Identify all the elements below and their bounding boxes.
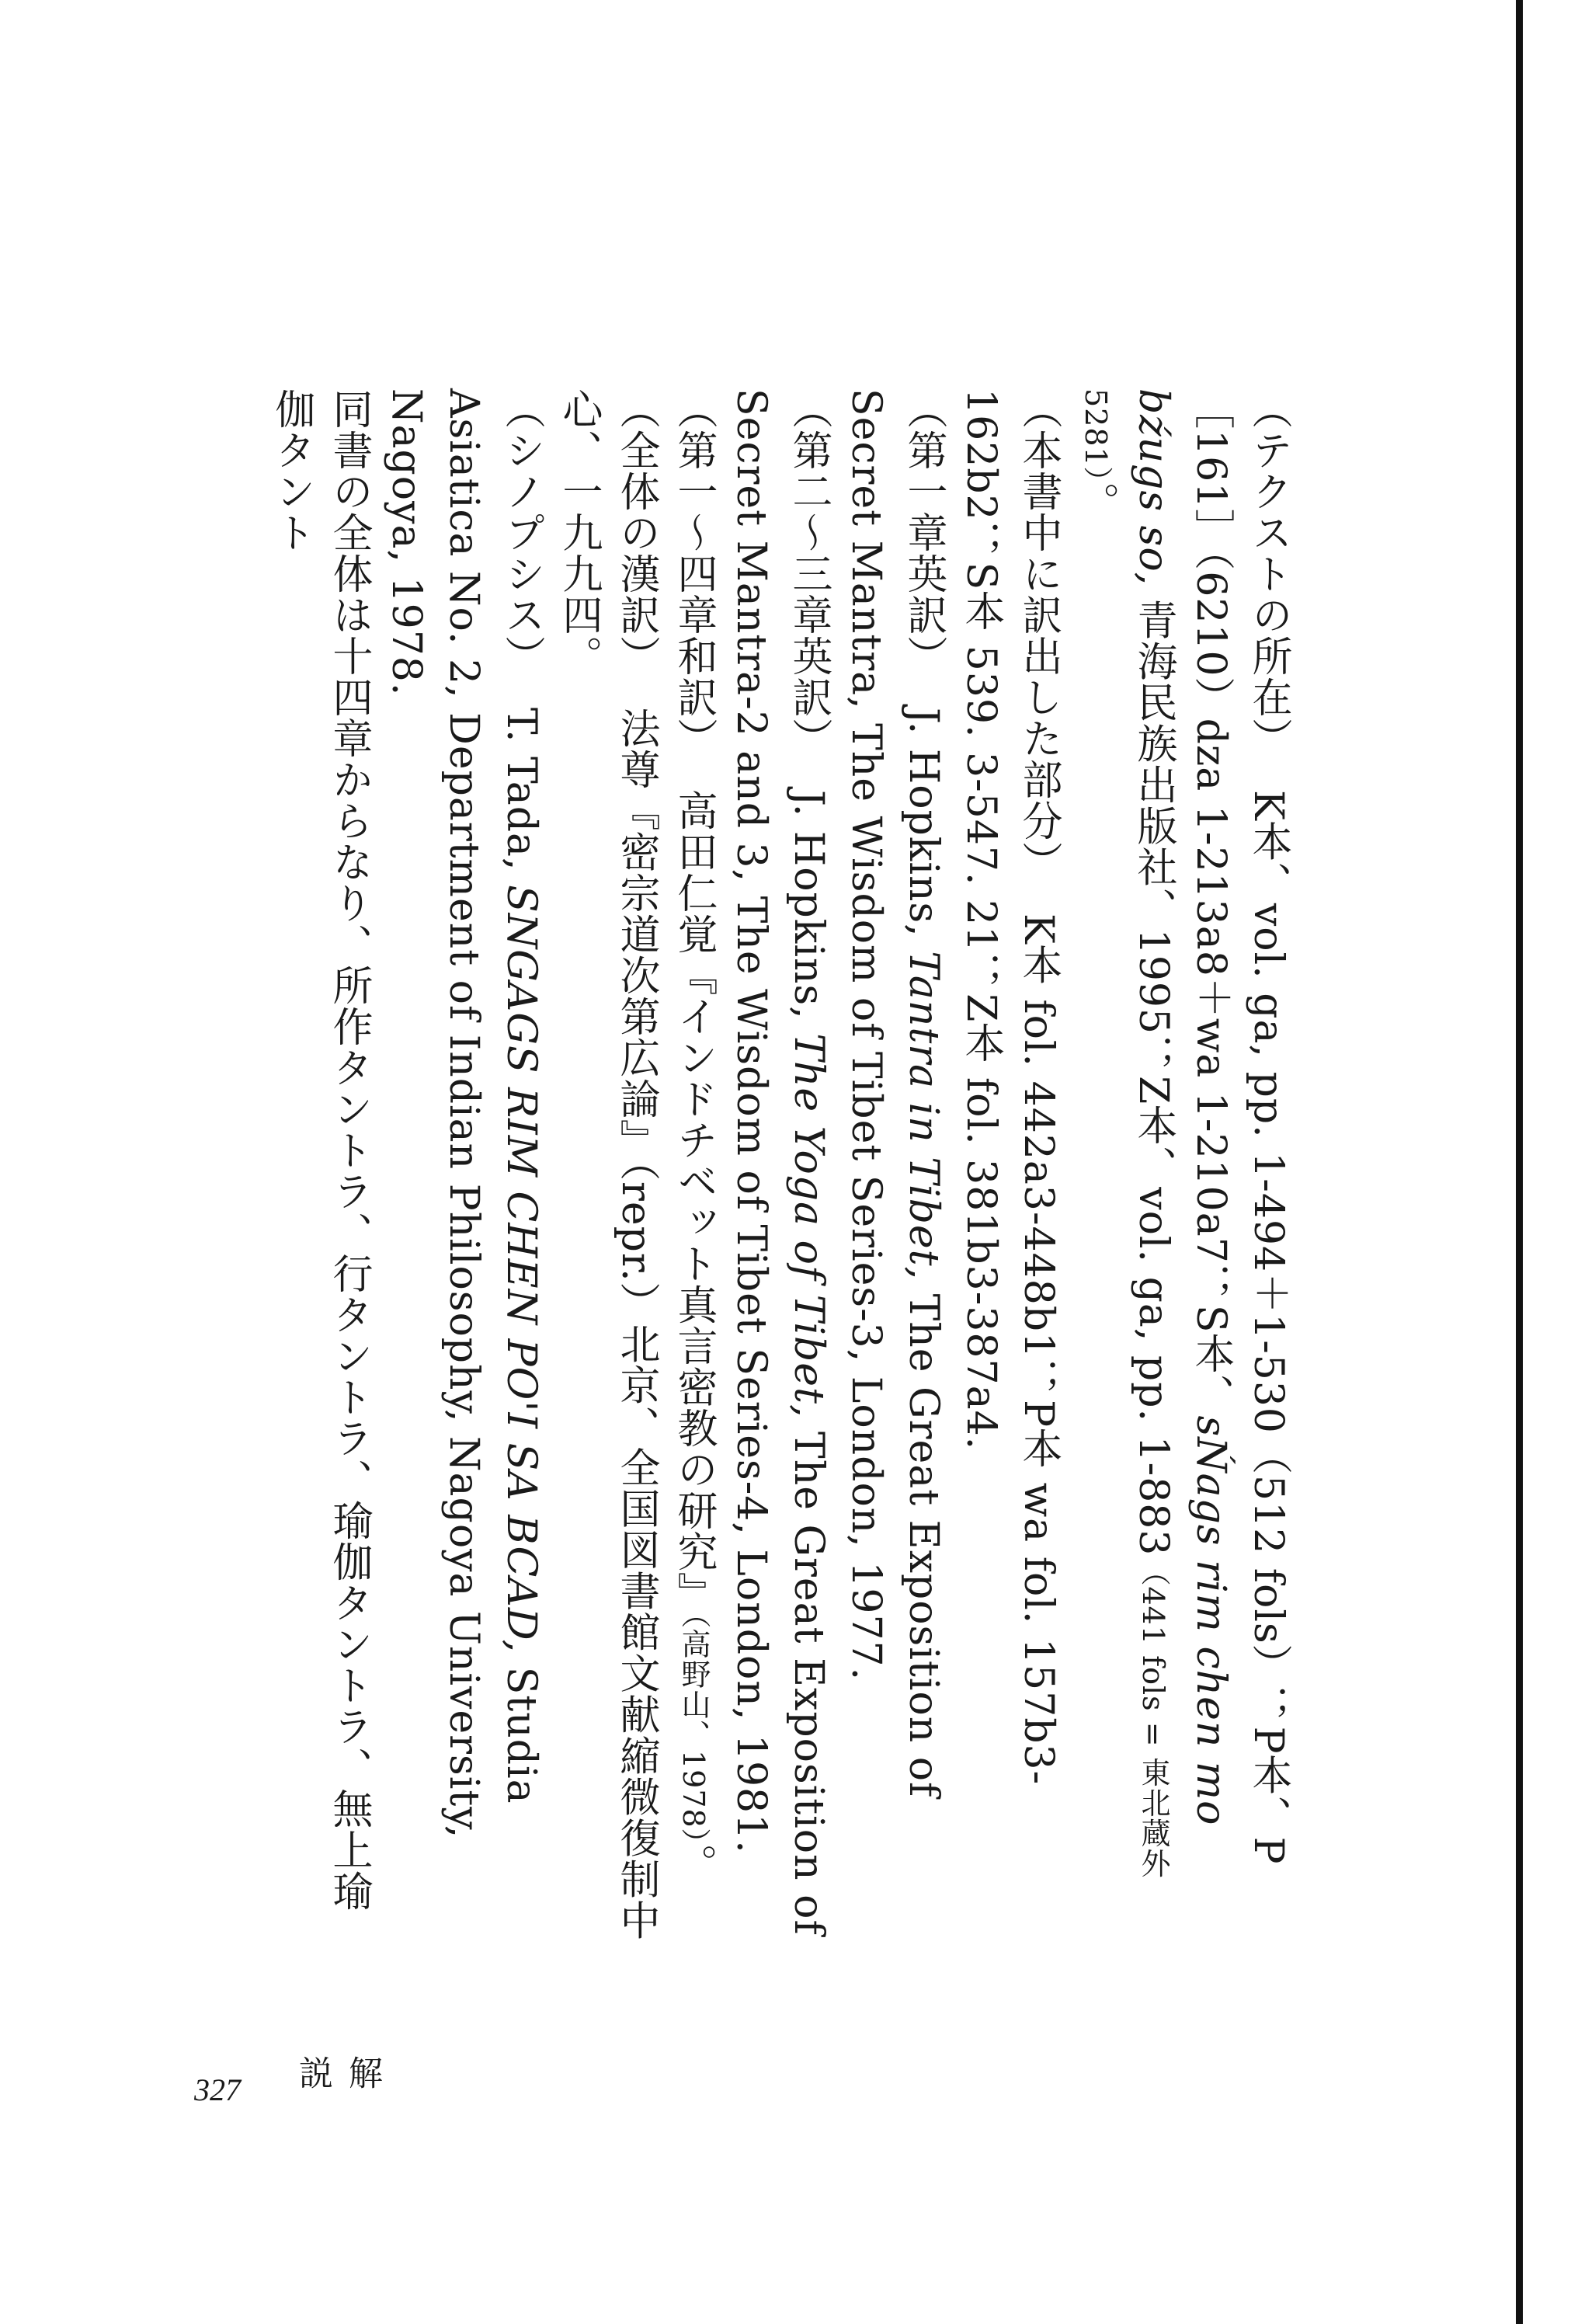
entry-title: sŃags rim chen mo bźugs so, [1130,388,1234,1826]
body-text [186,388,1297,1942]
entry-ch2-3-english [722,388,837,1942]
entry-body: The Great Exposition of Secret Mantra-2 and 3, The Wisdom of Tibet Series-4, London, 1981. [728,388,832,1936]
entry-label: （本書中に訳出した部分） [1015,388,1062,882]
entry-body: K本 fol. 442a3-448b1；P本 wa fol. 157b3-162b2； [958,388,1062,1786]
entry-body: J. Hopkins, [900,708,947,952]
entry-body: 法尊『密宗道次第広論』（repr.）北京、全国図書館文献縮微復制中心、一九九四。 [555,388,659,1941]
entry-label: （第二〜三章英訳） [785,388,832,759]
s-mark: S [1187,1304,1234,1334]
s-mark: S [958,562,1004,591]
entry-body: 。 [1072,482,1119,524]
entry-title: SNGAGS RIM CHEN PO'I SA BCAD, [498,885,544,1654]
entry-chinese-translation [550,388,665,1942]
entry-ch1-english [837,388,952,1942]
page-footer [194,2055,971,2124]
running-head: 解 説 [293,2055,382,2124]
entry-label: （シノプシス） [498,388,544,677]
entry-text-location [1067,388,1297,1942]
entry-body: 本、 [1187,1333,1234,1416]
entry-body: 本 539. 3-547. 21；Z本 fol. 381b3-387a4. [958,590,1004,1451]
closing-text: 同書の全体は十四章からなり、所作タントラ、行タントラ、瑜伽タントラ、無上瑜伽タント [268,388,372,1912]
entry-note: （高野山、1978） [676,1613,711,1844]
closing-paragraph [262,388,377,1942]
entry-body: J. Hopkins, [785,790,832,1034]
entry-translated-portion [952,388,1067,1942]
entry-ch1-4-japanese [665,388,722,1942]
entry-label: （テクストの所在） [1245,388,1291,759]
entry-body: The Great Exposition of Secret Mantra, The Wisdom of Tibet Series-3, London, 1977. [843,388,947,1798]
entry-synopsis [377,388,550,1942]
entry-body: Studia Asiatica No. 2, Department of Indian Philosophy, Nagoya University, Nagoya, 1978. [383,388,544,1839]
scan-edge-rule [1516,0,1523,2324]
entry-note: （441 fols = 東北蔵外 5281） [1079,388,1170,1879]
entry-title: The Yoga of Tibet, [785,1033,832,1418]
entry-body: 高田仁覚『インドチベット真言密教の研究』 [670,790,717,1613]
entry-label: （第一〜四章和訳） [670,388,717,759]
entry-label: （全体の漢訳） [613,388,659,677]
page-number: 327 [194,2072,241,2107]
entry-title: Tantra in Tibet, [900,951,947,1281]
entry-body: T. Tada, [498,708,544,885]
entry-label: （第一章英訳） [900,388,947,677]
entry-body: 青海民族出版社、1995；Z本、vol. ga, pp. 1-883 [1130,586,1177,1557]
entry-body: K本、vol. ga, pp. 1-494＋1-530（512 fols）；P本、P［161］（6210）dza 1-213a8＋wa 1-210a7； [1187,388,1291,1865]
entry-body: 。 [670,1843,717,1885]
